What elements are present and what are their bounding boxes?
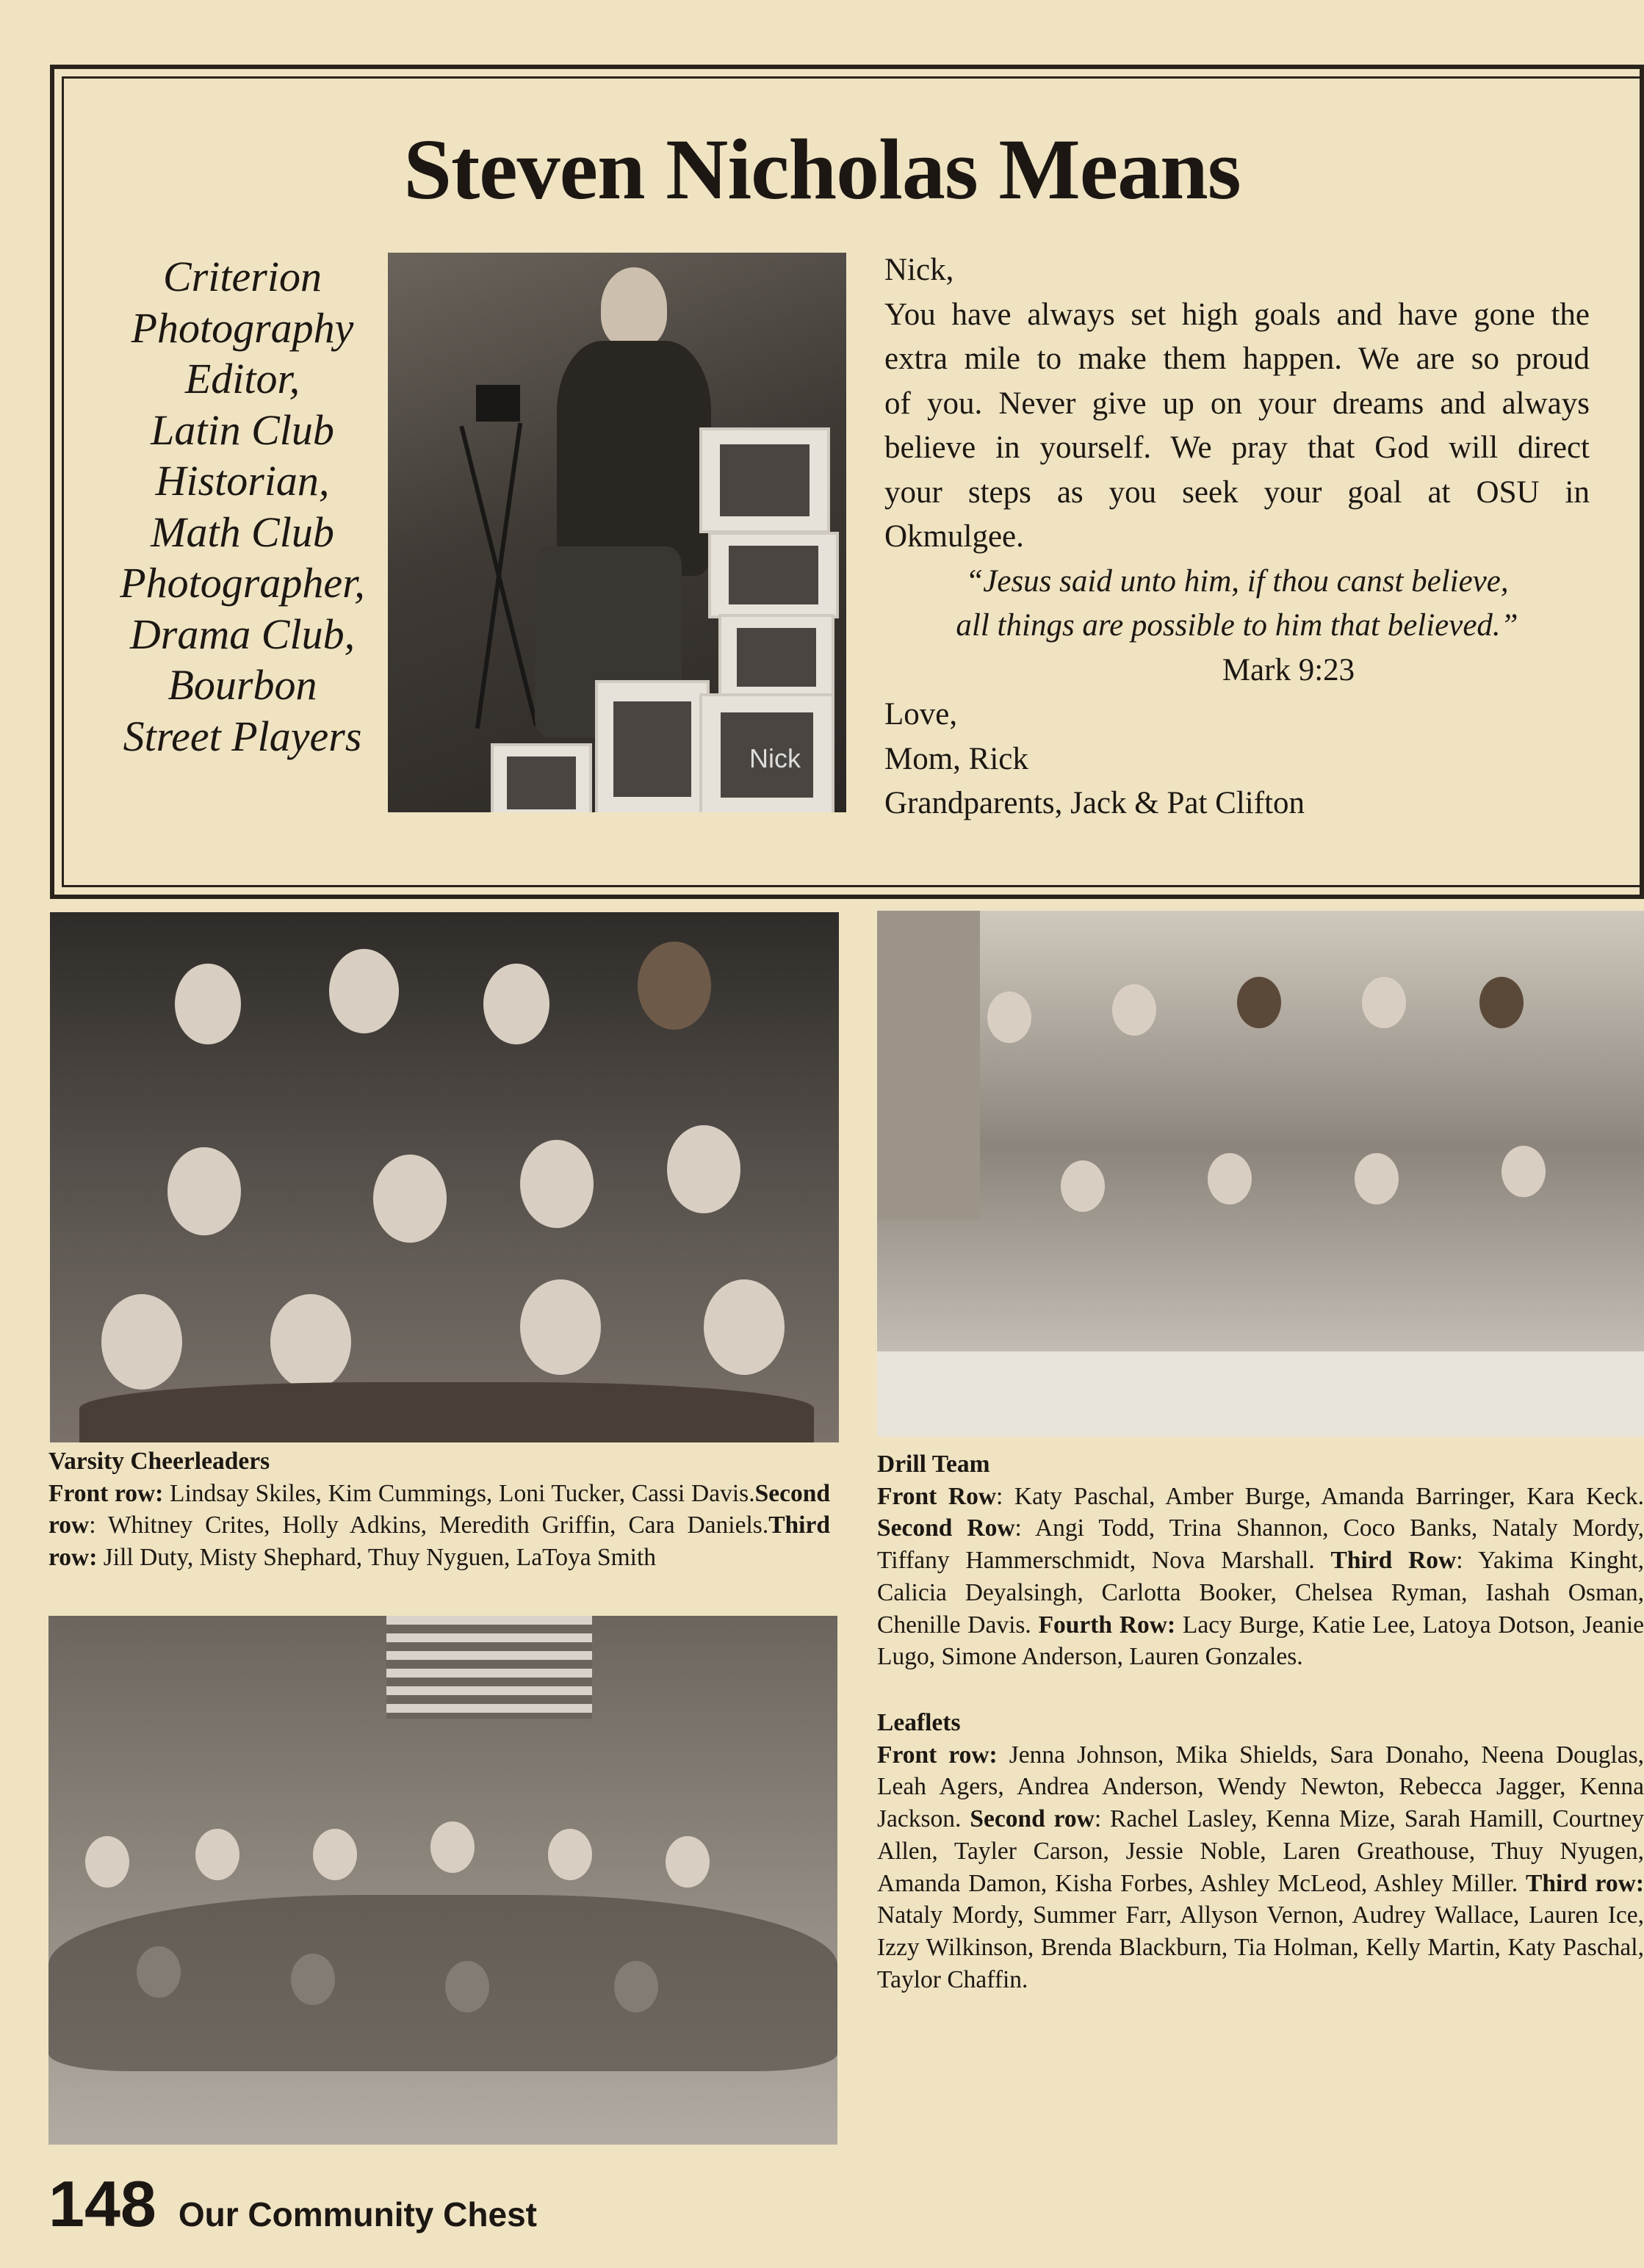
ad-honors-list bbox=[88, 251, 397, 762]
person-head bbox=[548, 1829, 592, 1880]
row-names: Nataly Mordy, Summer Farr, Allyson Vernon, Audrey Wallace, Lauren Ice, Izzy Wilkinson, Brenda Blackburn, Tia Holman, Kelly Martin, Katy Paschal, Taylor Chaffin. bbox=[877, 1902, 1644, 1993]
print-frame bbox=[595, 680, 710, 812]
person-head bbox=[704, 1279, 785, 1375]
letter-line: You have always set high goals and have gone the bbox=[884, 297, 1590, 332]
page-number: 148 bbox=[48, 2167, 156, 2240]
ad-letter bbox=[884, 248, 1590, 826]
flag-shape bbox=[386, 1616, 592, 1719]
row-names: Jenna Johnson, Mika Shields, Sara Donaho, Neena Douglas, Leah Agers, Andrea Anderson, Wendy Newton, Rebecca Jagger, Kenna Jackson. bbox=[877, 1741, 1644, 1833]
row-label: Second row bbox=[970, 1805, 1095, 1833]
person-head bbox=[1479, 977, 1524, 1028]
person-head bbox=[1362, 977, 1406, 1028]
pom-poms-row bbox=[877, 1351, 1644, 1437]
row-label: Third Row bbox=[1330, 1547, 1457, 1575]
person-torso bbox=[557, 341, 711, 576]
person-head bbox=[373, 1155, 447, 1243]
row-label: Third row: bbox=[1526, 1869, 1644, 1897]
drill-team-photo bbox=[877, 911, 1644, 1437]
letter-signer: Grandparents, Jack & Pat Clifton bbox=[884, 786, 1305, 820]
photo-name-mark: Nick bbox=[749, 743, 801, 773]
row-label: Second row bbox=[48, 1479, 830, 1539]
print-frame bbox=[708, 532, 839, 618]
row-names: Lacy Burge, Katie Lee, Latoya Dotson, Jeanie Lugo, Simone Anderson, Lauren Gonzales. bbox=[877, 1611, 1644, 1671]
letter-salutation: Nick, bbox=[884, 253, 954, 287]
person-head bbox=[101, 1294, 182, 1390]
row-label: Front row: bbox=[877, 1741, 998, 1769]
letter-line: of you. Never give up on your dreams and always bbox=[884, 386, 1590, 421]
person-head bbox=[987, 992, 1031, 1043]
page-folio bbox=[48, 2167, 537, 2242]
ad-title: Steven Nicholas Means bbox=[403, 121, 1241, 217]
person-head bbox=[175, 964, 241, 1044]
honor-line: Drama Club, bbox=[129, 610, 356, 658]
caption-names bbox=[877, 1481, 1644, 1673]
honor-line: Latin Club bbox=[151, 405, 334, 454]
row-names: : Angi Todd, Trina Shannon, Coco Banks, Nataly Mordy, Tiffany Hammerschmidt, Nova Marshall. bbox=[877, 1514, 1644, 1575]
print-frame bbox=[491, 743, 592, 812]
row-label: Third row: bbox=[48, 1512, 830, 1572]
varsity-cheerleaders-caption bbox=[48, 1445, 830, 1574]
honor-line: Photography bbox=[131, 303, 354, 352]
camera-shape bbox=[476, 385, 520, 422]
person-head bbox=[329, 949, 399, 1033]
letter-signer: Mom, Rick bbox=[884, 741, 1028, 776]
row-names: : Whitney Crites, Holly Adkins, Meredith Griffin, Cara Daniels. bbox=[89, 1512, 769, 1539]
honor-line: Historian, bbox=[155, 457, 330, 505]
row-label: Front Row bbox=[877, 1482, 997, 1510]
letter-quote-line: “Jesus said unto him, if thou canst believe, bbox=[965, 563, 1509, 599]
drill-team-caption bbox=[877, 1448, 1644, 1673]
letter-line: Okmulgee. bbox=[884, 519, 1024, 554]
print-frame bbox=[699, 427, 830, 533]
person-head bbox=[666, 1836, 710, 1888]
person-head bbox=[1237, 977, 1281, 1028]
honor-line: Bourbon bbox=[167, 661, 317, 709]
leaflets-caption bbox=[877, 1707, 1644, 1996]
caption-names bbox=[877, 1739, 1644, 1996]
person-head bbox=[167, 1147, 241, 1235]
honor-line: Math Club bbox=[151, 508, 334, 556]
stone-pillar bbox=[877, 911, 980, 1219]
caption-title: Leaflets bbox=[877, 1709, 961, 1736]
row-names: : Katy Paschal, Amber Burge, Amanda Barringer, Kara Keck. bbox=[996, 1482, 1644, 1510]
group-bodies bbox=[48, 1895, 837, 2071]
caption-title: Drill Team bbox=[877, 1451, 990, 1478]
varsity-cheerleaders-photo bbox=[50, 912, 839, 1442]
senior-portrait-photo bbox=[388, 253, 846, 812]
person-head bbox=[270, 1294, 351, 1390]
person-head bbox=[85, 1836, 129, 1888]
uniforms-row bbox=[79, 1382, 814, 1442]
person-head bbox=[667, 1125, 740, 1213]
person-head bbox=[483, 964, 549, 1044]
row-names: Lindsay Skiles, Kim Cummings, Loni Tucker, Cassi Davis. bbox=[163, 1479, 755, 1507]
row-names: Jill Duty, Misty Shephard, Thuy Nyguen, LaToya Smith bbox=[97, 1544, 657, 1572]
person-head bbox=[313, 1829, 357, 1880]
person-head bbox=[1208, 1153, 1252, 1205]
letter-closing: Love, bbox=[884, 697, 958, 732]
person-head bbox=[1061, 1160, 1105, 1212]
person-head bbox=[520, 1279, 601, 1375]
person-head bbox=[520, 1140, 594, 1228]
row-names: : Yakima Kinght, Calicia Deyalsingh, Carlotta Booker, Chelsea Ryman, Iashah Osman, Chenille Davis. bbox=[877, 1547, 1644, 1639]
row-label: Second Row bbox=[877, 1514, 1015, 1542]
person-head bbox=[430, 1821, 475, 1873]
row-label: Fourth Row: bbox=[1038, 1611, 1176, 1639]
person-head bbox=[638, 942, 711, 1030]
person-head bbox=[601, 267, 667, 348]
honor-line: Photographer, bbox=[120, 559, 365, 607]
caption-names bbox=[48, 1478, 830, 1574]
person-head bbox=[195, 1829, 239, 1880]
row-names: : Rachel Lasley, Kenna Mize, Sarah Hamill, Courtney Allen, Tayler Carson, Jessie Noble, Laren Greathouse, Thuy Nyugen, Amanda Damon, Kisha Forbes, Ashley McLeod, Ashley Miller. bbox=[877, 1805, 1644, 1897]
honor-line: Criterion bbox=[163, 253, 322, 300]
person-head bbox=[1501, 1146, 1546, 1197]
letter-verse-reference: Mark 9:23 bbox=[1222, 652, 1355, 687]
letter-quote-line: all things are possible to him that believed.” bbox=[956, 608, 1518, 643]
honor-line: Editor, bbox=[184, 355, 300, 402]
person-head bbox=[1112, 984, 1156, 1036]
print-frame bbox=[718, 614, 834, 701]
row-label: Front row: bbox=[48, 1479, 164, 1507]
letter-line: believe in yourself. We pray that God will direct bbox=[884, 430, 1590, 465]
person-head bbox=[1355, 1153, 1399, 1205]
letter-line: your steps as you seek your goal at OSU in bbox=[884, 474, 1590, 510]
caption-title: Varsity Cheerleaders bbox=[48, 1448, 270, 1475]
tripod-leg bbox=[459, 426, 538, 726]
leaflets-photo bbox=[48, 1616, 837, 2145]
section-title: Our Community Chest bbox=[178, 2195, 537, 2233]
letter-line: extra mile to make them happen. We are so proud bbox=[884, 342, 1590, 376]
honor-line: Street Players bbox=[123, 712, 362, 760]
